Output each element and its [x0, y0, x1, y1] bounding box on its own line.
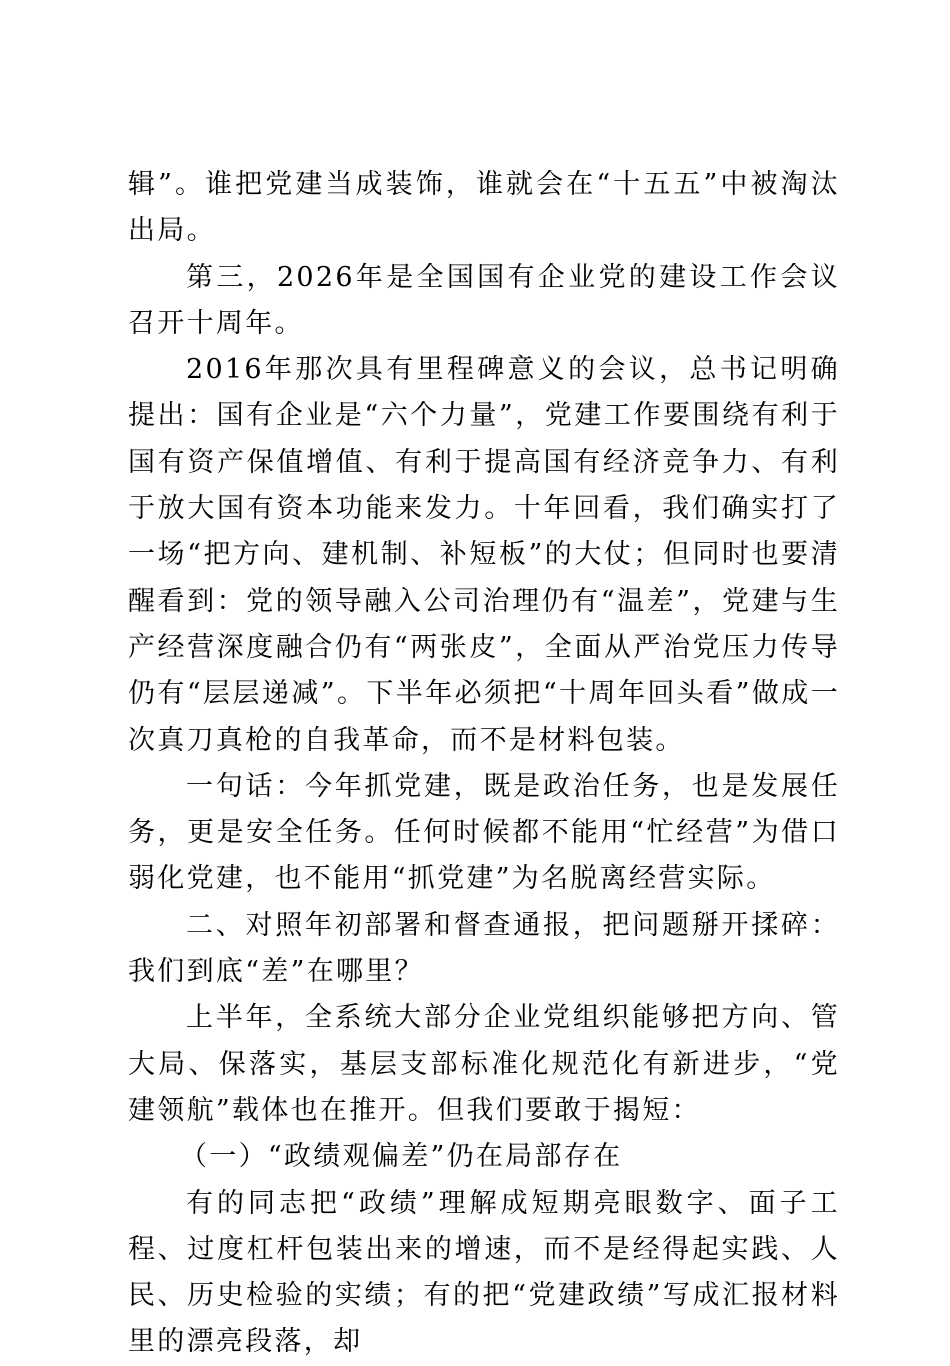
- paragraph-first-half: 上半年，全系统大部分企业党组织能够把方向、管大局、保落实，基层支部标准化规范化有新进步，“党建领航”载体也在推开。但我们要敢于揭短：: [128, 1002, 840, 1126]
- paragraph-performance-view: 有的同志把“政绩”理解成短期亮眼数字、面子工程、过度杠杆包装出来的增速，而不是经得起实践、人民、历史检验的实绩；有的把“党建政绩”写成汇报材料里的漂亮段落，却: [128, 1187, 840, 1358]
- paragraph-continuation: 辑”。谁把党建当成装饰，谁就会在“十五五”中被淘汰出局。: [128, 169, 840, 247]
- paragraph-2016-meeting: 2016年那次具有里程碑意义的会议，总书记明确提出：国有企业是“六个力量”，党建工作要围绕有利于国有资产保值增值、有利于提高国有经济竞争力、有利于放大国有资本功能来发力。十年回看，我们确实打了一场“把方向、建机制、补短板”的大仗；但同时也要清醒看到：党的领导融入公司治理仍有“温差”，党建与生产经营深度融合仍有“两张皮”，全面从严治党压力传导仍有“层层递减”。下半年必须把“十周年回头看”做成一次真刀真枪的自我革命，而不是材料包装。: [128, 354, 840, 756]
- paragraph-third-point: 第三，2026年是全国国有企业党的建设工作会议召开十周年。: [128, 261, 840, 339]
- sub-heading-one: （一）“政绩观偏差”仍在局部存在: [180, 1141, 623, 1173]
- document-body: [128, 162, 840, 1366]
- section-heading-two: 二、对照年初部署和督查通报，把问题掰开揉碎：我们到底“差”在哪里？: [128, 909, 840, 988]
- paragraph-summary: 一句话：今年抓党建，既是政治任务，也是发展任务，更是安全任务。任何时候都不能用“忙经营”为借口弱化党建，也不能用“抓党建”为名脱离经营实际。: [128, 770, 840, 895]
